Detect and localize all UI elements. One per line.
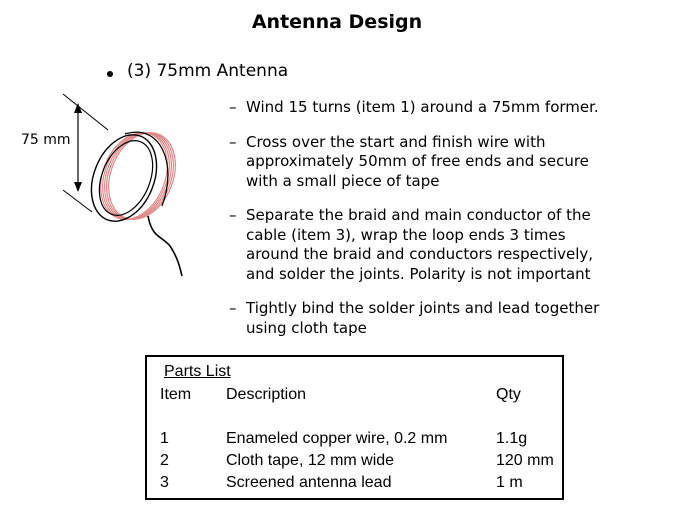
- header-description: Description: [226, 386, 307, 403]
- row-description: Cloth tape, 12 mm wide: [226, 452, 395, 469]
- header-item: Item: [160, 386, 192, 403]
- extension-line-top: [63, 94, 108, 130]
- parts-list-table: [145, 355, 564, 500]
- dash-marker: –: [229, 206, 237, 224]
- step-item: [229, 98, 649, 118]
- step-line: Tightly bind the solder joints and lead together: [246, 299, 600, 317]
- step-line: with a small piece of tape: [246, 171, 440, 190]
- row-qty: 120 mm: [496, 452, 554, 469]
- step-line: Wind 15 turns (item 1) around a 75mm former.: [246, 98, 599, 116]
- step-item: [229, 206, 649, 284]
- section-heading: (3) 75mm Antenna: [127, 61, 289, 81]
- dash-marker: –: [229, 299, 237, 317]
- slide-title: Antenna Design: [251, 11, 423, 33]
- step-line: cable (item 3), wrap the loop ends 3 times: [246, 225, 566, 244]
- step-line: approximately 50mm of free ends and secure: [246, 152, 589, 170]
- step-list: [229, 98, 649, 353]
- step-item: [229, 299, 649, 338]
- step-line: Separate the braid and main conductor of the: [246, 206, 591, 224]
- step-item: [229, 133, 649, 192]
- header-qty: Qty: [496, 386, 521, 403]
- dimension-label: 75 mm: [21, 132, 71, 148]
- row-qty: 1 m: [496, 474, 523, 491]
- step-line: using cloth tape: [246, 318, 367, 337]
- step-line: and solder the joints. Polarity is not important: [246, 264, 591, 283]
- bullet-dot: [107, 71, 113, 77]
- row-qty: 1.1g: [496, 430, 528, 447]
- dash-marker: –: [229, 98, 237, 116]
- lead-wire: [148, 216, 182, 276]
- coil-illustration: [20, 88, 200, 288]
- arrow-down-icon: [74, 182, 82, 192]
- row-item: 2: [160, 452, 169, 469]
- extension-line-bottom: [63, 190, 92, 212]
- row-item: 3: [160, 474, 169, 491]
- row-description: Screened antenna lead: [226, 474, 392, 491]
- row-description: Enameled copper wire, 0.2 mm: [226, 430, 448, 447]
- coil-windings: [88, 123, 187, 230]
- dash-marker: –: [229, 132, 237, 151]
- row-item: 1: [160, 430, 169, 447]
- step-line: Cross over the start and finish wire with: [246, 132, 546, 151]
- step-line: around the braid and conductors respectively,: [246, 245, 594, 263]
- parts-list-title: Parts List: [164, 363, 231, 380]
